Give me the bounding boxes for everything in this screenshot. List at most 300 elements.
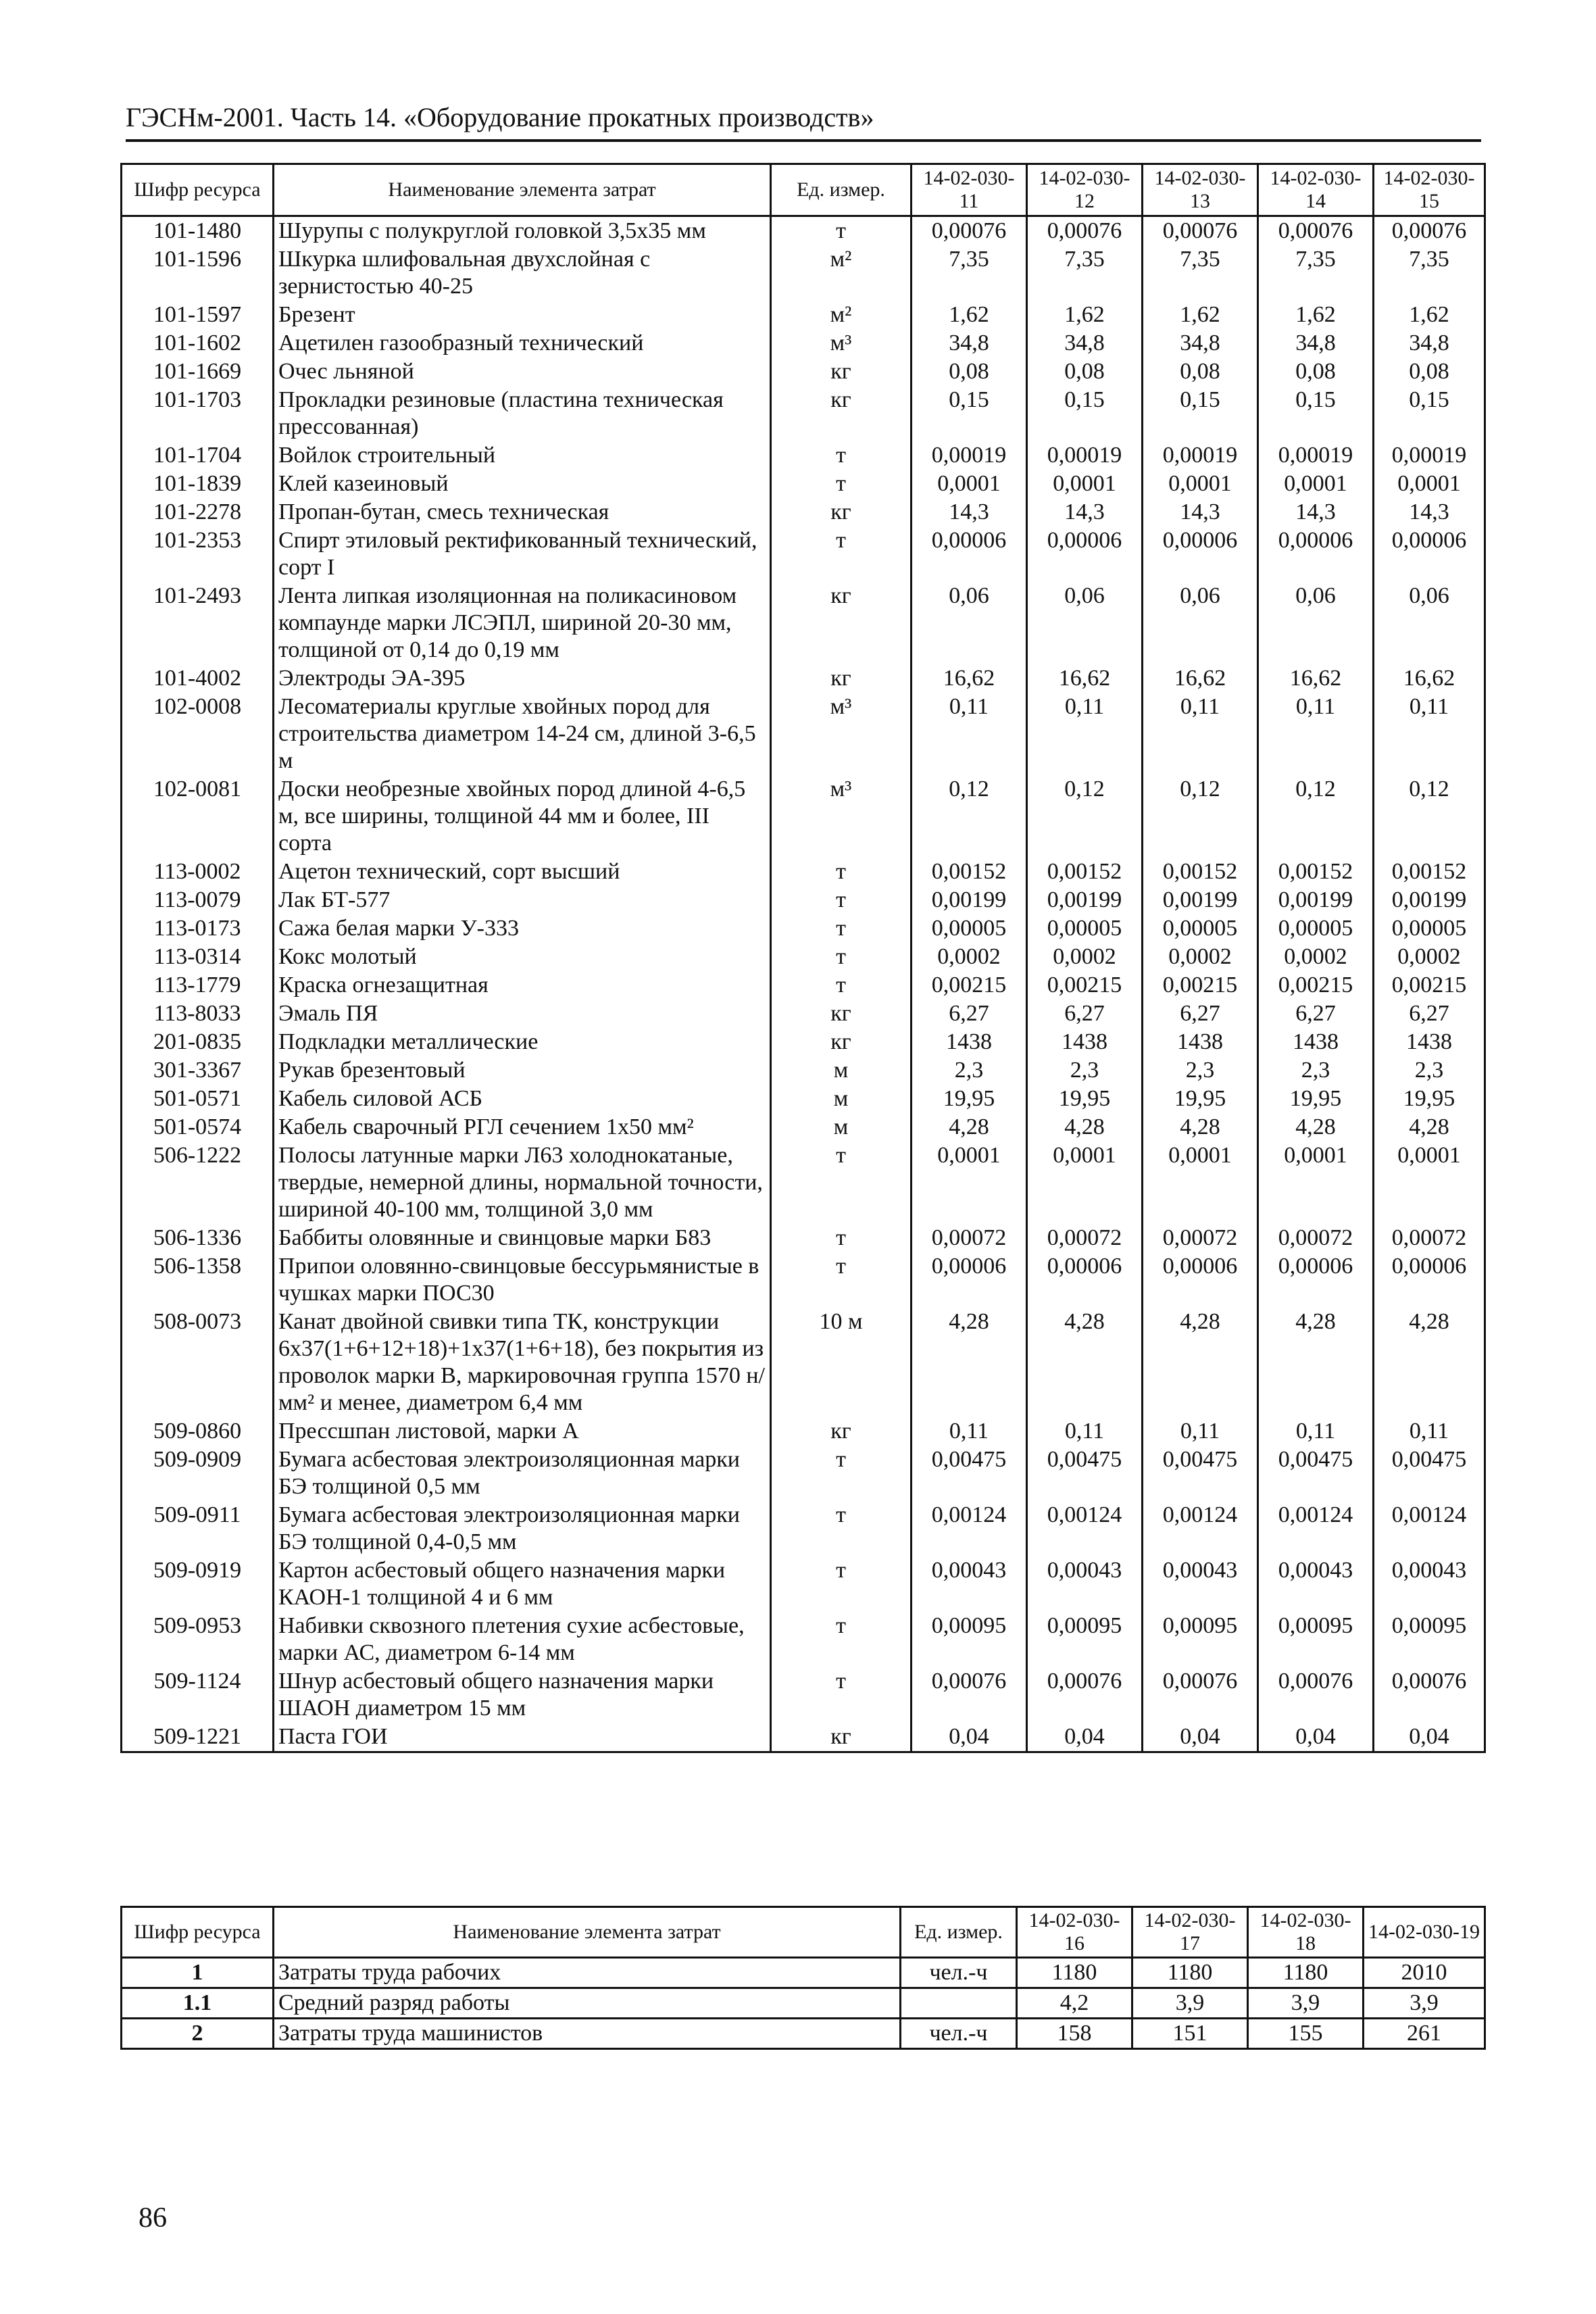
value-cell: 0,00006: [1258, 526, 1374, 582]
value-cell: 0,00095: [1258, 1612, 1374, 1667]
value-cell: 158: [1017, 2019, 1132, 2049]
value-cell: 0,00072: [1143, 1224, 1258, 1252]
table-row: [122, 301, 1485, 329]
unit-cell: чел.-ч: [901, 2019, 1017, 2049]
unit-cell: т: [771, 1252, 912, 1308]
resource-name-cell: Набивки сквозного плетения сухие асбестовые, марки АС, диаметром 6-14 мм: [274, 1612, 771, 1667]
resource-code-cell: 509-0953: [122, 1612, 274, 1667]
value-cell: 6,27: [1027, 1000, 1143, 1028]
value-cell: 0,00076: [1258, 1667, 1374, 1723]
header-col: 14-02-030-15: [1374, 164, 1485, 216]
value-cell: 2010: [1364, 1958, 1485, 1988]
table-row: [122, 858, 1485, 886]
resource-name-cell: Баббиты оловянные и свинцовые марки Б83: [274, 1224, 771, 1252]
resource-name-cell: Затраты труда машинистов: [274, 2019, 901, 2049]
resource-name-cell: Лесоматериалы круглые хвойных пород для строительства диаметром 14-24 см, длиной 3-6,5 м: [274, 693, 771, 775]
value-cell: 0,0002: [1143, 943, 1258, 971]
unit-cell: т: [771, 1141, 912, 1224]
table-row: [122, 1417, 1485, 1446]
table-row: [122, 498, 1485, 526]
resource-name-cell: Бумага асбестовая электроизоляционная марки БЭ толщиной 0,5 мм: [274, 1446, 771, 1501]
value-cell: 261: [1364, 2019, 1485, 2049]
resource-code-cell: 113-0173: [122, 914, 274, 943]
unit-cell: т: [771, 1667, 912, 1723]
value-cell: 0,0001: [1374, 470, 1485, 498]
unit-cell: м: [771, 1113, 912, 1141]
header-col: 14-02-030-19: [1364, 1907, 1485, 1958]
resource-code-cell: 101-1669: [122, 358, 274, 386]
value-cell: 16,62: [912, 664, 1027, 693]
value-cell: 4,28: [1374, 1113, 1485, 1141]
unit-cell: кг: [771, 1000, 912, 1028]
value-cell: 0,11: [1374, 693, 1485, 775]
resource-name-cell: Очес льняной: [274, 358, 771, 386]
value-cell: 0,00005: [912, 914, 1027, 943]
value-cell: 0,00152: [1027, 858, 1143, 886]
value-cell: 0,00475: [1374, 1446, 1485, 1501]
value-cell: 0,00215: [1027, 971, 1143, 1000]
value-cell: 0,00006: [912, 1252, 1027, 1308]
resource-code-cell: 101-2353: [122, 526, 274, 582]
table-row: [122, 329, 1485, 358]
value-cell: 0,00006: [1027, 1252, 1143, 1308]
unit-cell: чел.-ч: [901, 1958, 1017, 1988]
unit-cell: кг: [771, 582, 912, 664]
value-cell: 14,3: [912, 498, 1027, 526]
resource-code-cell: 101-1597: [122, 301, 274, 329]
resource-name-cell: Припои оловянно-свинцовые бессурьмянистые в чушках марки ПОС30: [274, 1252, 771, 1308]
value-cell: 0,12: [1027, 775, 1143, 858]
value-cell: 0,00076: [1258, 216, 1374, 246]
value-cell: 2,3: [912, 1056, 1027, 1085]
resource-name-cell: Шкурка шлифовальная двухслойная с зернистостью 40-25: [274, 245, 771, 301]
value-cell: 7,35: [1374, 245, 1485, 301]
value-cell: 4,28: [1027, 1113, 1143, 1141]
table-row: [122, 386, 1485, 441]
resource-code-cell: 1: [122, 1958, 274, 1988]
unit-cell: т: [771, 971, 912, 1000]
unit-cell: т: [771, 441, 912, 470]
resource-code-cell: 101-4002: [122, 664, 274, 693]
table-row: [122, 775, 1485, 858]
unit-cell: т: [771, 526, 912, 582]
value-cell: 0,00072: [912, 1224, 1027, 1252]
header-col: 14-02-030-18: [1248, 1907, 1364, 1958]
resource-name-cell: Брезент: [274, 301, 771, 329]
unit-cell: кг: [771, 664, 912, 693]
value-cell: 0,00043: [1258, 1556, 1374, 1612]
value-cell: 0,15: [1027, 386, 1143, 441]
resource-name-cell: Краска огнезащитная: [274, 971, 771, 1000]
resource-code-cell: 301-3367: [122, 1056, 274, 1085]
value-cell: 1438: [1374, 1028, 1485, 1056]
table-row: [122, 693, 1485, 775]
value-cell: 19,95: [1143, 1085, 1258, 1113]
table-row: [122, 441, 1485, 470]
table-header-row: [122, 164, 1485, 216]
value-cell: 0,08: [1374, 358, 1485, 386]
labor-table: [120, 1906, 1486, 2050]
value-cell: 0,11: [1374, 1417, 1485, 1446]
value-cell: 0,0001: [1143, 1141, 1258, 1224]
value-cell: 0,11: [1027, 693, 1143, 775]
value-cell: 0,00095: [912, 1612, 1027, 1667]
value-cell: 0,00475: [1258, 1446, 1374, 1501]
value-cell: 1438: [1258, 1028, 1374, 1056]
resource-name-cell: Канат двойной свивки типа ТК, конструкции 6x37(1+6+12+18)+1x37(1+6+18), без покрытия из проволок марки В, маркировочная группа 1570 н/мм² и менее, диаметром 6,4 мм: [274, 1308, 771, 1417]
table-row: [122, 2019, 1485, 2049]
value-cell: 19,95: [1027, 1085, 1143, 1113]
resource-code-cell: 1.1: [122, 1988, 274, 2019]
value-cell: 0,0002: [1027, 943, 1143, 971]
value-cell: 0,00006: [1258, 1252, 1374, 1308]
value-cell: 0,00006: [912, 526, 1027, 582]
table-row: [122, 664, 1485, 693]
value-cell: 14,3: [1374, 498, 1485, 526]
value-cell: 0,00215: [1374, 971, 1485, 1000]
value-cell: 0,12: [912, 775, 1027, 858]
value-cell: 0,06: [1027, 582, 1143, 664]
unit-cell: м³: [771, 693, 912, 775]
resource-name-cell: Шнур асбестовый общего назначения марки ШАОН диаметром 15 мм: [274, 1667, 771, 1723]
value-cell: 0,00005: [1143, 914, 1258, 943]
header-col: 14-02-030-17: [1132, 1907, 1248, 1958]
value-cell: 2,3: [1374, 1056, 1485, 1085]
unit-cell: т: [771, 858, 912, 886]
value-cell: 7,35: [1258, 245, 1374, 301]
value-cell: 0,11: [1258, 1417, 1374, 1446]
value-cell: 0,00199: [1374, 886, 1485, 914]
header-col: 14-02-030-12: [1027, 164, 1143, 216]
table-row: [122, 1224, 1485, 1252]
value-cell: 1,62: [912, 301, 1027, 329]
value-cell: 0,15: [1143, 386, 1258, 441]
resource-code-cell: 101-2493: [122, 582, 274, 664]
table-row: [122, 1141, 1485, 1224]
value-cell: 0,12: [1258, 775, 1374, 858]
value-cell: 3,9: [1364, 1988, 1485, 2019]
value-cell: 0,04: [1258, 1723, 1374, 1752]
value-cell: 4,28: [912, 1308, 1027, 1417]
header-code: Шифр ресурса: [122, 164, 274, 216]
value-cell: 19,95: [912, 1085, 1027, 1113]
value-cell: 16,62: [1374, 664, 1485, 693]
value-cell: 0,00019: [1143, 441, 1258, 470]
unit-cell: 10 м: [771, 1308, 912, 1417]
value-cell: 0,00124: [1374, 1501, 1485, 1556]
value-cell: 0,15: [1374, 386, 1485, 441]
value-cell: 1,62: [1027, 301, 1143, 329]
value-cell: 34,8: [1374, 329, 1485, 358]
value-cell: 34,8: [1143, 329, 1258, 358]
resource-name-cell: Кокс молотый: [274, 943, 771, 971]
value-cell: 0,00215: [1258, 971, 1374, 1000]
header-col: 14-02-030-11: [912, 164, 1027, 216]
unit-cell: т: [771, 1556, 912, 1612]
table-row: [122, 886, 1485, 914]
value-cell: 4,28: [1374, 1308, 1485, 1417]
value-cell: 0,00076: [912, 216, 1027, 246]
value-cell: 0,08: [1258, 358, 1374, 386]
value-cell: 1180: [1017, 1958, 1132, 1988]
value-cell: 0,0002: [912, 943, 1027, 971]
resource-name-cell: Войлок строительный: [274, 441, 771, 470]
table-row: [122, 943, 1485, 971]
resource-code-cell: 509-0860: [122, 1417, 274, 1446]
value-cell: 0,00072: [1374, 1224, 1485, 1252]
value-cell: 0,04: [912, 1723, 1027, 1752]
value-cell: 0,11: [912, 693, 1027, 775]
value-cell: 0,11: [1027, 1417, 1143, 1446]
value-cell: 0,00006: [1143, 526, 1258, 582]
unit-cell: кг: [771, 1028, 912, 1056]
table-row: [122, 1113, 1485, 1141]
value-cell: 0,06: [1143, 582, 1258, 664]
value-cell: 0,00005: [1027, 914, 1143, 943]
resource-code-cell: 508-0073: [122, 1308, 274, 1417]
resource-name-cell: Эмаль ПЯ: [274, 1000, 771, 1028]
value-cell: 0,00152: [912, 858, 1027, 886]
table-row: [122, 245, 1485, 301]
resource-code-cell: 113-0002: [122, 858, 274, 886]
unit-cell: кг: [771, 358, 912, 386]
table-row: [122, 1501, 1485, 1556]
page-header: ГЭСНм-2001. Часть 14. «Оборудование прокатных производств»: [126, 101, 1481, 142]
value-cell: 4,28: [912, 1113, 1027, 1141]
resource-name-cell: Пропан-бутан, смесь техническая: [274, 498, 771, 526]
resource-code-cell: 509-0911: [122, 1501, 274, 1556]
resource-name-cell: Прессшпан листовой, марки А: [274, 1417, 771, 1446]
value-cell: 0,00076: [1374, 1667, 1485, 1723]
value-cell: 0,00019: [1258, 441, 1374, 470]
resource-code-cell: 101-1596: [122, 245, 274, 301]
resource-code-cell: 113-1779: [122, 971, 274, 1000]
value-cell: 0,00095: [1027, 1612, 1143, 1667]
value-cell: 0,00124: [912, 1501, 1027, 1556]
resource-code-cell: 101-2278: [122, 498, 274, 526]
value-cell: 0,00152: [1258, 858, 1374, 886]
value-cell: 0,00124: [1027, 1501, 1143, 1556]
header-name: Наименование элемента затрат: [274, 1907, 901, 1958]
value-cell: 0,11: [1143, 1417, 1258, 1446]
table-row: [122, 216, 1485, 246]
resource-name-cell: Прокладки резиновые (пластина техническая прессованная): [274, 386, 771, 441]
value-cell: 7,35: [1027, 245, 1143, 301]
value-cell: 0,0002: [1258, 943, 1374, 971]
value-cell: 0,00124: [1143, 1501, 1258, 1556]
unit-cell: т: [771, 943, 912, 971]
value-cell: 0,00076: [1143, 216, 1258, 246]
value-cell: 4,28: [1027, 1308, 1143, 1417]
value-cell: 0,00215: [1143, 971, 1258, 1000]
value-cell: 0,04: [1143, 1723, 1258, 1752]
value-cell: 3,9: [1132, 1988, 1248, 2019]
unit-cell: кг: [771, 386, 912, 441]
value-cell: 0,0002: [1374, 943, 1485, 971]
value-cell: 0,0001: [912, 470, 1027, 498]
resource-name-cell: Электроды ЭА-395: [274, 664, 771, 693]
value-cell: 151: [1132, 2019, 1248, 2049]
unit-cell: м: [771, 1085, 912, 1113]
value-cell: 1,62: [1374, 301, 1485, 329]
table-row: [122, 1556, 1485, 1612]
header-unit: Ед. измер.: [771, 164, 912, 216]
value-cell: 0,00152: [1374, 858, 1485, 886]
resource-name-cell: Средний разряд работы: [274, 1988, 901, 2019]
value-cell: 19,95: [1374, 1085, 1485, 1113]
resource-name-cell: Картон асбестовый общего назначения марки КАОН-1 толщиной 4 и 6 мм: [274, 1556, 771, 1612]
resource-name-cell: Спирт этиловый ректификованный технический, сорт I: [274, 526, 771, 582]
resource-code-cell: 506-1222: [122, 1141, 274, 1224]
value-cell: 3,9: [1248, 1988, 1364, 2019]
resource-code-cell: 102-0081: [122, 775, 274, 858]
table-row: [122, 470, 1485, 498]
table-row: [122, 1958, 1485, 1988]
resource-code-cell: 501-0574: [122, 1113, 274, 1141]
header-col: 14-02-030-16: [1017, 1907, 1132, 1958]
value-cell: 0,12: [1374, 775, 1485, 858]
table-header-row: [122, 1907, 1485, 1958]
resource-name-cell: Ацетилен газообразный технический: [274, 329, 771, 358]
value-cell: 0,0001: [1258, 1141, 1374, 1224]
table-row: [122, 1612, 1485, 1667]
table-row: [122, 1056, 1485, 1085]
value-cell: 0,00072: [1027, 1224, 1143, 1252]
resource-code-cell: 101-1839: [122, 470, 274, 498]
value-cell: 0,00076: [1027, 1667, 1143, 1723]
value-cell: 0,04: [1027, 1723, 1143, 1752]
value-cell: 0,08: [1027, 358, 1143, 386]
resource-code-cell: 506-1336: [122, 1224, 274, 1252]
unit-cell: кг: [771, 1417, 912, 1446]
resource-name-cell: Полосы латунные марки Л63 холоднокатаные, твердые, немерной длины, нормальной точности, шириной 40-100 мм, толщиной 3,0 мм: [274, 1141, 771, 1224]
table-row: [122, 971, 1485, 1000]
value-cell: 0,00076: [1143, 1667, 1258, 1723]
value-cell: 0,00475: [1143, 1446, 1258, 1501]
header-unit: Ед. измер.: [901, 1907, 1017, 1958]
unit-cell: т: [771, 886, 912, 914]
resource-code-cell: 113-8033: [122, 1000, 274, 1028]
value-cell: 16,62: [1143, 664, 1258, 693]
value-cell: 155: [1248, 2019, 1364, 2049]
value-cell: 0,0001: [1374, 1141, 1485, 1224]
value-cell: 0,11: [912, 1417, 1027, 1446]
value-cell: 0,00199: [1027, 886, 1143, 914]
resource-name-cell: Кабель сварочный РГЛ сечением 1x50 мм²: [274, 1113, 771, 1141]
value-cell: 1180: [1248, 1958, 1364, 1988]
unit-cell: м³: [771, 775, 912, 858]
resource-name-cell: Паста ГОИ: [274, 1723, 771, 1752]
value-cell: 4,28: [1143, 1308, 1258, 1417]
table-row: [122, 1028, 1485, 1056]
resource-name-cell: Кабель силовой АСБ: [274, 1085, 771, 1113]
value-cell: 14,3: [1143, 498, 1258, 526]
value-cell: 0,00124: [1258, 1501, 1374, 1556]
unit-cell: т: [771, 1501, 912, 1556]
unit-cell: м²: [771, 301, 912, 329]
resource-code-cell: 101-1602: [122, 329, 274, 358]
value-cell: 0,00076: [912, 1667, 1027, 1723]
value-cell: 0,00199: [912, 886, 1027, 914]
value-cell: 0,06: [1258, 582, 1374, 664]
value-cell: 14,3: [1027, 498, 1143, 526]
value-cell: 1438: [1027, 1028, 1143, 1056]
value-cell: 4,2: [1017, 1988, 1132, 2019]
unit-cell: м: [771, 1056, 912, 1085]
unit-cell: т: [771, 470, 912, 498]
resource-name-cell: Затраты труда рабочих: [274, 1958, 901, 1988]
value-cell: 7,35: [912, 245, 1027, 301]
resource-name-cell: Лента липкая изоляционная на поликасиновом компаунде марки ЛСЭПЛ, шириной 20-30 мм, толщиной от 0,14 до 0,19 мм: [274, 582, 771, 664]
resource-code-cell: 101-1703: [122, 386, 274, 441]
value-cell: 0,00076: [1374, 216, 1485, 246]
unit-cell: т: [771, 1224, 912, 1252]
resource-name-cell: Подкладки металлические: [274, 1028, 771, 1056]
value-cell: 0,00043: [1143, 1556, 1258, 1612]
value-cell: 0,00152: [1143, 858, 1258, 886]
unit-cell: [901, 1988, 1017, 2019]
value-cell: 4,28: [1143, 1113, 1258, 1141]
value-cell: 19,95: [1258, 1085, 1374, 1113]
resource-code-cell: 101-1704: [122, 441, 274, 470]
materials-table: [120, 163, 1486, 1753]
value-cell: 0,00006: [1374, 1252, 1485, 1308]
value-cell: 34,8: [912, 329, 1027, 358]
resource-name-cell: Клей казеиновый: [274, 470, 771, 498]
page-number: 86: [139, 2202, 167, 2234]
unit-cell: т: [771, 1612, 912, 1667]
value-cell: 0,00199: [1258, 886, 1374, 914]
value-cell: 0,00019: [912, 441, 1027, 470]
value-cell: 0,04: [1374, 1723, 1485, 1752]
value-cell: 0,15: [1258, 386, 1374, 441]
table-row: [122, 1000, 1485, 1028]
value-cell: 0,00005: [1258, 914, 1374, 943]
value-cell: 34,8: [1027, 329, 1143, 358]
header-code: Шифр ресурса: [122, 1907, 274, 1958]
value-cell: 4,28: [1258, 1308, 1374, 1417]
value-cell: 1,62: [1143, 301, 1258, 329]
value-cell: 0,00095: [1143, 1612, 1258, 1667]
value-cell: 6,27: [1258, 1000, 1374, 1028]
unit-cell: кг: [771, 498, 912, 526]
table-row: [122, 526, 1485, 582]
value-cell: 16,62: [1027, 664, 1143, 693]
value-cell: 0,00475: [1027, 1446, 1143, 1501]
value-cell: 0,12: [1143, 775, 1258, 858]
header-name: Наименование элемента затрат: [274, 164, 771, 216]
value-cell: 1438: [1143, 1028, 1258, 1056]
table-row: [122, 1723, 1485, 1752]
table-row: [122, 1085, 1485, 1113]
resource-code-cell: 509-1221: [122, 1723, 274, 1752]
header-col: 14-02-030-14: [1258, 164, 1374, 216]
unit-cell: кг: [771, 1723, 912, 1752]
value-cell: 0,11: [1258, 693, 1374, 775]
resource-code-cell: 101-1480: [122, 216, 274, 246]
value-cell: 0,00043: [1374, 1556, 1485, 1612]
value-cell: 0,00006: [1027, 526, 1143, 582]
value-cell: 0,08: [1143, 358, 1258, 386]
value-cell: 7,35: [1143, 245, 1258, 301]
resource-name-cell: Ацетон технический, сорт высший: [274, 858, 771, 886]
resource-code-cell: 201-0835: [122, 1028, 274, 1056]
table-row: [122, 582, 1485, 664]
value-cell: 0,15: [912, 386, 1027, 441]
resource-name-cell: Сажа белая марки У-333: [274, 914, 771, 943]
resource-name-cell: Доски необрезные хвойных пород длиной 4-6,5 м, все ширины, толщиной 44 мм и более, III сорта: [274, 775, 771, 858]
resource-name-cell: Рукав брезентовый: [274, 1056, 771, 1085]
